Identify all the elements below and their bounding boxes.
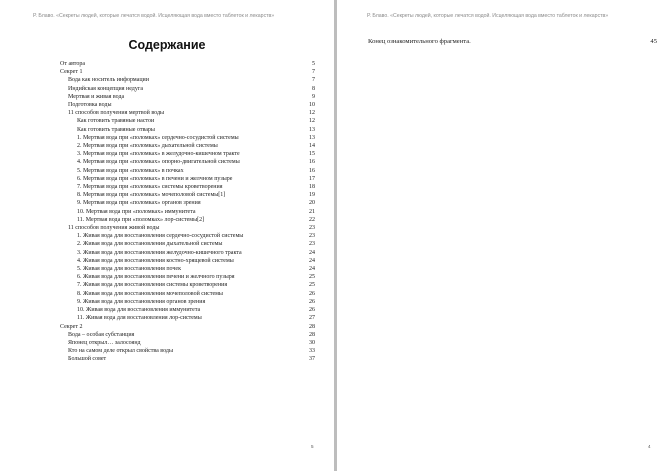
toc-entry-page: 24 — [309, 266, 315, 273]
toc-entry-title: Секрет 1 — [60, 69, 83, 76]
toc-entry-page: 19 — [309, 192, 315, 199]
toc-entry-page: 26 — [309, 307, 315, 314]
toc-entry-title: 6. Мертвая вода при «поломках» в печени и желчном пузыре — [77, 175, 233, 182]
toc-entry-page: 23 — [309, 225, 315, 232]
toc-entry[interactable] — [60, 339, 315, 347]
toc-entry-page: 10 — [309, 102, 315, 109]
toc-entry-page: 12 — [309, 110, 315, 117]
toc-entry-title: Большой совет — [68, 356, 107, 363]
toc-entry-page: 13 — [309, 134, 315, 141]
toc-entry[interactable] — [60, 183, 315, 191]
toc-entry-title: 8. Мертвая вода при «поломках» мочеполовой системы[1] — [77, 192, 226, 199]
toc-entry-title: 10. Мертвая вода при «поломках» иммунитета — [77, 208, 196, 215]
toc-entry[interactable] — [60, 109, 315, 117]
toc-entry-title: Японец открыл… залосоянд — [68, 339, 141, 346]
toc-entry-title: Вода как носитель информации — [68, 77, 149, 84]
toc-entry[interactable] — [60, 240, 315, 248]
end-of-fragment-text: Конец ознакомительного фрагмента. — [368, 38, 471, 45]
toc-entry-title: 11 способов получения живой воды — [68, 225, 160, 232]
toc-entry[interactable] — [60, 257, 315, 265]
toc-entry-title: 11. Живая вода для восстановления лор-системы — [77, 315, 202, 322]
right-page — [337, 0, 670, 471]
toc-entry[interactable] — [60, 331, 315, 339]
toc-entry[interactable] — [60, 347, 315, 355]
toc-entry-title: 11. Мертвая вода при «поломках» лор-системы[2] — [77, 216, 205, 223]
toc-entry-title: Индийская концепция недуга — [68, 85, 143, 92]
toc-entry-page: 25 — [309, 282, 315, 289]
toc-entry[interactable] — [60, 142, 315, 150]
toc-entry[interactable] — [60, 314, 315, 322]
toc-entry[interactable] — [60, 158, 315, 166]
toc-entry-page: 28 — [309, 323, 315, 330]
toc-entry[interactable] — [60, 265, 315, 273]
toc-entry-page: 26 — [309, 290, 315, 297]
toc-entry-title: 1. Мертвая вода при «поломках» сердечно-сосудистой системы — [77, 134, 239, 141]
toc-title: Содержание — [128, 38, 206, 52]
toc-entry[interactable] — [60, 117, 315, 125]
toc-entry[interactable] — [60, 93, 315, 101]
running-head-left: Р. Блаво. «Секреты людей, которые лечатся водой. Исцеляющая вода вместо таблеток и лекарств» — [33, 13, 275, 19]
toc-entry[interactable] — [60, 60, 315, 68]
toc-entry-title: 9. Мертвая вода при «поломках» органов зрения — [77, 200, 201, 207]
toc-entry-title: 4. Мертвая вода при «поломках» опорно-двигательной системы — [77, 159, 240, 166]
toc-entry[interactable] — [60, 249, 315, 257]
toc-entry-page: 13 — [309, 126, 315, 133]
toc-entry[interactable] — [60, 216, 315, 224]
toc-entry[interactable] — [60, 224, 315, 232]
toc-entry[interactable] — [60, 232, 315, 240]
toc-entry-title: Вода – особая субстанция — [68, 331, 135, 338]
toc-entry-page: 15 — [309, 151, 315, 158]
toc-entry-page: 25 — [309, 274, 315, 281]
toc-entry[interactable] — [60, 134, 315, 142]
toc-entry-title: 4. Живая вода для восстановления костно-хрящевой системы — [77, 257, 234, 264]
toc-entry-page: 7 — [312, 69, 315, 76]
page-number-left: 5 — [311, 444, 314, 449]
toc-entry[interactable] — [60, 85, 315, 93]
toc-entry-page: 16 — [309, 159, 315, 166]
toc-entry-title: 8. Живая вода для восстановления мочеполовой системы — [77, 290, 223, 297]
toc-entry-page: 18 — [309, 184, 315, 191]
page-number-right: 4 — [648, 444, 651, 449]
toc-entry-title: Кто на самом деле открыл свойства воды — [68, 348, 173, 355]
toc-entry-page: 23 — [309, 241, 315, 248]
toc-entry-title: 2. Живая вода для восстановления дыхательной системы — [77, 241, 223, 248]
toc-entry-page: 24 — [309, 249, 315, 256]
toc-entry-title: 6. Живая вода для восстановления печени и желчного пузыря — [77, 274, 235, 281]
table-of-contents — [60, 60, 315, 364]
toc-entry-title: Как готовить травяные настои — [77, 118, 155, 125]
toc-entry-page: 27 — [309, 315, 315, 322]
toc-entry[interactable] — [60, 175, 315, 183]
toc-entry-page: 22 — [309, 216, 315, 223]
toc-entry[interactable] — [60, 306, 315, 314]
toc-entry[interactable] — [60, 355, 315, 363]
toc-entry[interactable] — [60, 68, 315, 76]
toc-entry[interactable] — [60, 323, 315, 331]
toc-entry[interactable] — [60, 208, 315, 216]
end-of-fragment-page: 45 — [650, 38, 657, 45]
toc-entry[interactable] — [60, 290, 315, 298]
toc-entry[interactable] — [60, 191, 315, 199]
running-head-right: Р. Блаво. «Секреты людей, которые лечатся водой. Исцеляющая вода вместо таблеток и лекарств» — [367, 13, 609, 19]
toc-entry-page: 7 — [312, 77, 315, 84]
toc-entry-title: 1. Живая вода для восстановления сердечно-сосудистой системы — [77, 233, 244, 240]
toc-entry-title: 3. Живая вода для восстановления желудочно-кишечного тракта — [77, 249, 242, 256]
toc-entry-page: 33 — [309, 348, 315, 355]
toc-entry[interactable] — [60, 126, 315, 134]
toc-entry-title: От автора — [60, 61, 86, 67]
toc-entry-title: 9. Живая вода для восстановления органов зрения — [77, 298, 206, 305]
toc-entry-page: 23 — [309, 233, 315, 240]
toc-entry-page: 20 — [309, 200, 315, 207]
toc-entry[interactable] — [60, 199, 315, 207]
toc-entry-title: Мертвая и живая вода — [68, 93, 125, 100]
toc-entry-title: 11 способов получения мертвой воды — [68, 110, 165, 117]
toc-entry-page: 9 — [312, 93, 315, 100]
toc-entry-page: 14 — [309, 143, 315, 150]
toc-entry-title: 7. Живая вода для восстановления системы кроветворения — [77, 282, 228, 289]
toc-entry-title: Секрет 2 — [60, 323, 83, 330]
toc-entry-page: 21 — [309, 208, 315, 215]
toc-entry[interactable] — [60, 101, 315, 109]
toc-entry-title: 3. Мертвая вода при «поломках» в желудочно-кишечном тракте — [77, 151, 240, 158]
toc-entry[interactable] — [60, 298, 315, 306]
toc-entry-page: 30 — [309, 339, 315, 346]
toc-entry[interactable] — [60, 273, 315, 281]
toc-entry-title: 10. Живая вода для восстановления иммунитета — [77, 307, 201, 314]
toc-entry-page: 17 — [309, 175, 315, 182]
toc-entry-page: 16 — [309, 167, 315, 174]
toc-entry-title: 5. Живая вода для восстановления почек — [77, 266, 181, 273]
toc-entry-page: 24 — [309, 257, 315, 264]
toc-entry[interactable] — [60, 76, 315, 84]
toc-entry-title: 2. Мертвая вода при «поломках» дыхательной системы — [77, 143, 218, 150]
toc-entry-title: Подготовка воды — [68, 102, 112, 109]
toc-entry-page: 26 — [309, 298, 315, 305]
toc-entry-title: 7. Мертвая вода при «поломках» системы кроветворения — [77, 184, 223, 191]
toc-entry-page: 28 — [309, 331, 315, 338]
toc-entry-title: Как готовить травяные отвары — [77, 126, 155, 133]
toc-entry-page: 8 — [312, 85, 315, 92]
toc-entry[interactable] — [60, 150, 315, 158]
toc-entry[interactable] — [60, 167, 315, 175]
left-page — [0, 0, 334, 471]
end-of-fragment-line — [368, 38, 657, 45]
toc-entry-page: 12 — [309, 118, 315, 125]
toc-entry[interactable] — [60, 281, 315, 289]
toc-entry-title: 5. Мертвая вода при «поломках» в почках — [77, 167, 184, 174]
toc-entry-page: 5 — [312, 61, 315, 67]
toc-entry-page: 37 — [309, 356, 315, 363]
